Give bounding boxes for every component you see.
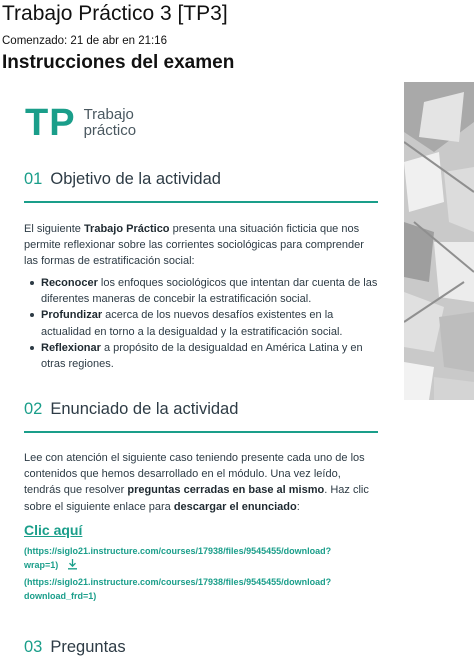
section-1-title [24, 170, 221, 189]
logo-line-2: práctico [83, 122, 137, 139]
objectives-list [28, 275, 380, 372]
page-title: Trabajo Práctico 3 [TP3] [2, 2, 228, 25]
intro-text-1: El siguiente [24, 223, 84, 235]
logo-mark: TP [25, 102, 76, 144]
para-text-3: : [296, 500, 300, 513]
bullet-bold: Reconocer [41, 277, 98, 289]
bullet-text: acerca de los nuevos desafíos existentes en la actualidad en torno a la desigualdad y la estratificación social. [41, 309, 343, 338]
para-text-2: . Haz clic sobre el siguiente enlace para [24, 484, 369, 513]
url-2-part-2: download_frd=1) [24, 591, 97, 601]
intro-bold: Trabajo Práctico [83, 223, 170, 235]
started-value: 21 de abr en 21:16 [70, 35, 167, 47]
logo-text [84, 107, 137, 139]
bullet-text: los enfoques sociológicos que intentan dar cuenta de las diferentes maneras de concebir la estratificación social. [41, 277, 378, 306]
section-1-intro [24, 221, 380, 270]
para-bold-1: preguntas cerradas en base al mismo [127, 484, 325, 497]
logo-line-1: Trabajo [83, 106, 134, 123]
intro-text-2: presenta una situación ficticia que nos permite reflexionar sobre las corrientes sociológicas para comprender las formas de estratificación social: [24, 223, 364, 268]
section-3-number: 03 [24, 638, 43, 656]
url-1-part-2: wrap=1) [24, 560, 59, 570]
started-info [2, 35, 167, 47]
download-icon[interactable] [67, 558, 78, 574]
section-2-divider [24, 431, 378, 433]
decorative-building-image [404, 82, 474, 400]
url-1-part-1: (https://siglo21.instructure.com/courses/17938/files/9545455/download? [24, 546, 332, 556]
list-item [28, 275, 380, 307]
section-2-title [24, 400, 238, 419]
started-label: Comenzado: [2, 35, 68, 47]
bullet-text: a propósito de la desigualdad en América Latina y en otras regiones. [41, 341, 363, 371]
section-2-paragraph [24, 450, 380, 515]
bullet-bold: Reflexionar [41, 341, 101, 354]
section-2-label: Enunciado de la actividad [50, 400, 239, 418]
instructions-heading: Instrucciones del examen [2, 52, 235, 73]
bullet-bold: Profundizar [41, 309, 103, 322]
preview-url-link[interactable] [24, 544, 331, 574]
para-text-1: Lee con atención el siguiente caso teniendo presente cada uno de los contenidos que hemos desarrollado en el módulo. Una vez leído, tendrás que resolver [24, 452, 365, 497]
section-3-label: Preguntas [50, 638, 126, 656]
section-1-number: 01 [24, 170, 43, 188]
section-1-divider [24, 201, 378, 203]
list-item [28, 340, 380, 372]
url-2-part-1: (https://siglo21.instructure.com/courses/17938/files/9545455/download? [24, 577, 332, 587]
tp-logo [25, 104, 136, 142]
download-url-link[interactable] [24, 575, 331, 603]
para-bold-2: descargar el enunciado [173, 500, 297, 513]
section-3-title [24, 638, 126, 657]
list-item [28, 307, 380, 339]
download-statement-link[interactable]: Clic aquí [24, 522, 83, 538]
section-1-label: Objetivo de la actividad [50, 170, 221, 188]
section-2-number: 02 [24, 400, 43, 418]
